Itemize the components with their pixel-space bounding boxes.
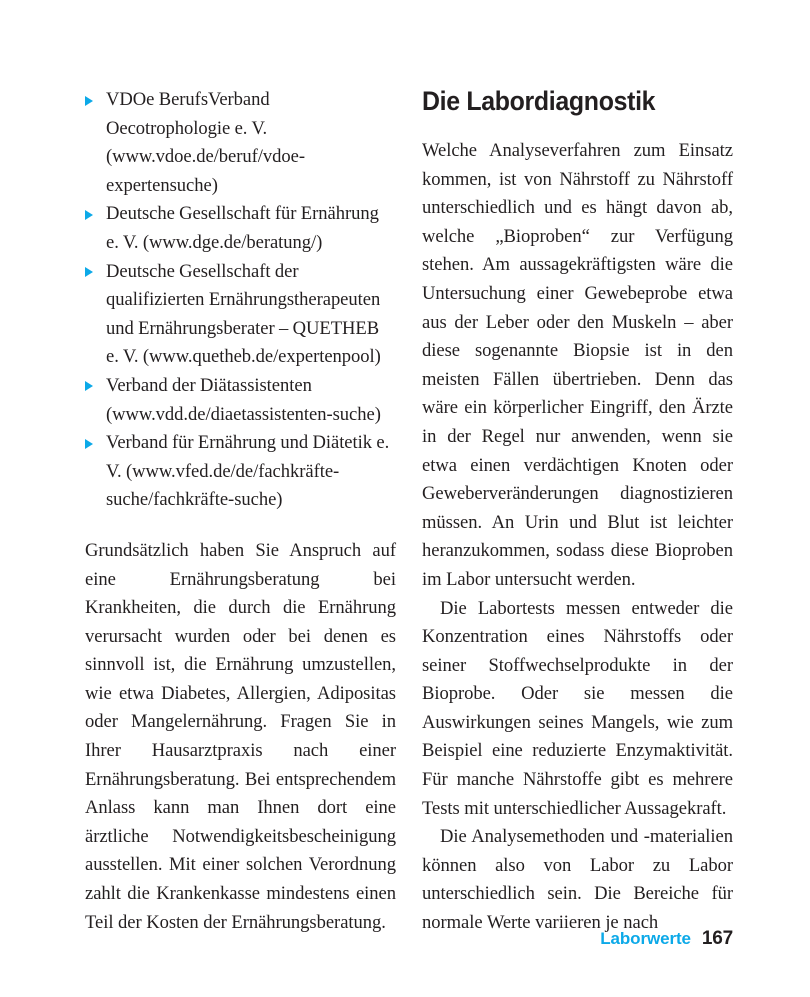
triangle-right-icon — [85, 210, 93, 220]
right-column-paragraph-2: Die Labortests messen entweder die Konzentration eines Nährstoffs oder seiner Stoffwechselprodukte in der Bioprobe. Oder sie messen die Auswirkungen seines Mangels, wie zum Beispiel eine reduzierte Enzymaktivität. Für manche Nährstoffe gibt es mehrere Tests mit unterschiedlicher Aussagekraft. — [422, 597, 733, 819]
list-item — [85, 258, 396, 372]
left-column — [85, 86, 396, 933]
list-item — [85, 372, 396, 429]
page-title: Die Labordiagnostik — [422, 86, 656, 116]
page-columns — [85, 86, 733, 934]
footer-section-label: Laborwerte — [600, 929, 691, 948]
list-item — [85, 429, 396, 515]
page-footer — [600, 928, 733, 950]
list-item-label: Deutsche Gesellschaft für Ernährung e. V. (www.dge.de/beratung/) — [106, 203, 379, 253]
list-item-label: Verband für Ernährung und Diätetik e. V. (www.vfed.de/de/fachkräfte-suche/fachkräfte-suche) — [106, 432, 390, 511]
list-paragraph-spacer — [85, 515, 396, 537]
left-column-paragraph: Grundsätzlich haben Sie Anspruch auf eine Ernährungsberatung bei Krankheiten, die durch die Ernährung verursacht wurden oder bei denen es sinnvoll ist, die Ernährung umzustellen, wie etwa Diabetes, Allergien, Adipositas oder Mangelernährung. Fragen Sie in Ihrer Hausarztpraxis nach einer Ernährungsberatung. Bei entsprechendem Anlass kann man Ihnen dort eine ärztliche Notwendigkeitsbescheinigung ausstellen. Mit einer solchen Verordnung zahlt die Krankenkasse mindestens einen Teil der Kosten der Ernährungsberatung. — [85, 539, 396, 933]
organization-link-list — [85, 86, 396, 515]
list-item-label: Deutsche Gesellschaft der qualifizierten Ernährungstherapeuten und Ernährungsberater – QUETHEB e. V. (www.quetheb.de/expertenpool) — [106, 260, 381, 368]
right-column — [422, 86, 733, 934]
list-item — [85, 200, 396, 257]
triangle-right-icon — [85, 439, 93, 449]
list-item-label: Verband der Diätassistenten (www.vdd.de/diaetassistenten-suche) — [106, 374, 381, 425]
triangle-right-icon — [85, 267, 93, 277]
right-column-paragraph-1: Welche Analyseverfahren zum Einsatz kommen, ist von Nährstoff zu Nährstoff unterschiedlich und es hängt davon ab, welche „Bioproben“ zur Verfügung stehen. Am aussagekräftigsten wäre die Untersuchung einer Gewebeprobe etwa aus der Leber oder den Muskeln – aber diese sogenannte Biopsie ist in den meisten Fällen übertrieben. Denn das wäre ein körperlicher Eingriff, den Ärzte in der Regel nur anwenden, wenn sie etwa einen verdächtigen Knoten oder Geweberveränderungen diagnostizieren müssen. An Urin und Blut ist leichter heranzukommen, sodass diese Bioproben im Labor untersucht werden. — [422, 140, 733, 590]
triangle-right-icon — [85, 381, 93, 391]
right-column-paragraph-3: Die Analysemethoden und -materialien können also von Labor zu Labor unterschiedlich sein. Die Bereiche für normale Werte variieren je nach — [422, 826, 733, 934]
footer-page-number: 167 — [701, 928, 733, 949]
list-item — [85, 86, 396, 200]
list-item-label: VDOe BerufsVerband Oecotrophologie e. V. (www.vdoe.de/beruf/vdoe-expertensuche) — [106, 89, 305, 196]
triangle-right-icon — [85, 96, 93, 106]
